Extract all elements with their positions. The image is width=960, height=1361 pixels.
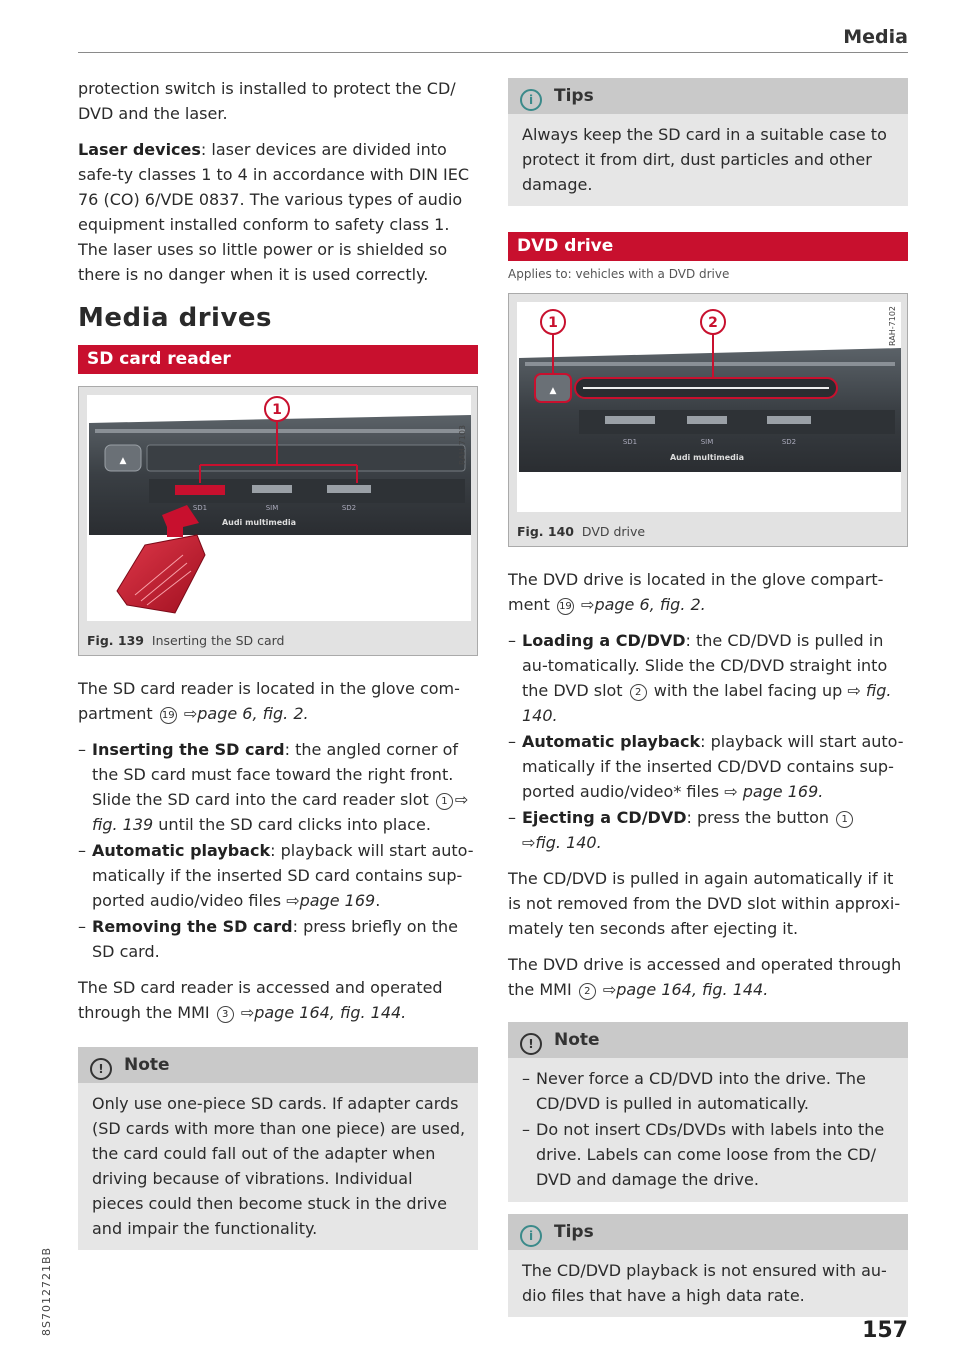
- figure-139-image: [87, 395, 469, 621]
- note-list: [522, 1066, 896, 1192]
- running-header: Media: [843, 26, 908, 48]
- circled-number: 3: [217, 1006, 234, 1023]
- circled-number: 2: [630, 684, 647, 701]
- sd1-slot: [605, 416, 655, 424]
- bullet-title: Automatic playback: [92, 841, 271, 860]
- fig-ref-link[interactable]: fig. 140.: [522, 681, 892, 725]
- bullet-text: until the SD card clicks into place.: [153, 815, 431, 834]
- figure-140-caption-text: DVD drive: [581, 524, 646, 539]
- document-code: 8S7012721BB: [40, 1246, 53, 1336]
- note-box-right: [508, 1022, 908, 1202]
- sim-slot: [252, 485, 292, 493]
- circled-number: 19: [160, 707, 177, 724]
- figure-139-caption: [79, 629, 477, 655]
- figure-139: [78, 386, 478, 656]
- sd-card-reader-title: SD card reader: [78, 345, 478, 374]
- slot-label-sd2: SD2: [781, 438, 797, 446]
- dvd-location-paragraph: The DVD drive is located in the glove compart-ment 19 ⇨page 6, fig. 2.: [508, 570, 884, 614]
- dvd-drive-illustration: [517, 302, 901, 512]
- figure-139-caption-text: Inserting the SD card: [151, 633, 285, 648]
- fig-ref-link[interactable]: fig. 140.: [535, 833, 602, 852]
- dvd-mmi-paragraph: The DVD drive is accessed and operated through the MMI 2 ⇨page 164, fig. 144.: [508, 955, 902, 999]
- info-icon: i: [520, 1225, 542, 1247]
- bullet-title: Ejecting a CD/DVD: [522, 808, 687, 827]
- bullet-text: : playback will start auto-matically if the inserted SD card contains sup-ported audio/video files: [92, 841, 474, 910]
- bullet-text: with the label facing up: [648, 681, 848, 700]
- callout-1-label: 1: [548, 315, 558, 331]
- list-item: – Inserting the SD card: the angled corner of the SD card must face toward the right front. Slide the SD card into the card reader slot 1 ⇨ fig. 139 until the SD card clicks into place.: [78, 737, 478, 837]
- page-number: 157: [862, 1318, 908, 1343]
- bullet-title: Removing the SD card: [92, 917, 293, 936]
- page-ref-link[interactable]: page 164, fig. 144.: [616, 980, 769, 999]
- right-column: [508, 76, 908, 1317]
- info-icon: i: [520, 89, 542, 111]
- note-box-left: [78, 1047, 478, 1250]
- laser-label: Laser devices: [78, 140, 201, 159]
- sd-location-paragraph: The SD card reader is located in the glove com-partment 19 ⇨page 6, fig. 2.: [78, 679, 460, 723]
- tips-box-2: [508, 1214, 908, 1317]
- section-heading: Media drives: [78, 303, 273, 333]
- bullet-title: Loading a CD/DVD: [522, 631, 686, 650]
- page-ref-link[interactable]: page 6, fig. 2.: [594, 595, 706, 614]
- dvd-auto-pull-paragraph: The CD/DVD is pulled in again automatically if it is not removed from the DVD slot within approxi-mately ten seconds after ejecting it.: [508, 869, 901, 938]
- list-item: – Ejecting a CD/DVD: press the button 1 ⇨fig. 140.: [508, 805, 908, 855]
- sd1-slot: [175, 485, 225, 495]
- tips-title: Tips: [554, 1222, 594, 1242]
- page-ref-link[interactable]: page 6, fig. 2.: [197, 704, 309, 723]
- page-ref-link[interactable]: page 164, fig. 144.: [254, 1003, 407, 1022]
- slot-label-sd2: SD2: [341, 504, 357, 512]
- tips-header: [508, 78, 908, 114]
- note-body: [78, 1083, 478, 1250]
- dvd-mmi-text: The DVD drive is accessed and operated through the MMI: [508, 955, 902, 999]
- slot-label-sd1: SD1: [192, 504, 208, 512]
- list-item: – Loading a CD/DVD: the CD/DVD is pulled in au-tomatically. Slide the CD/DVD straight into the DVD slot 2 with the label facing up ⇨ fig. 140.: [508, 628, 908, 728]
- brand-label: Audi multimedia: [669, 453, 745, 462]
- figure-code: RAH-7102: [888, 306, 897, 346]
- sd-location-text: The SD card reader is located in the glove com-partment: [78, 679, 460, 723]
- page-ref-link[interactable]: page 169: [299, 891, 376, 910]
- tips-box-1: [508, 78, 908, 206]
- slot-label-sd1: SD1: [622, 438, 638, 446]
- note-title: Note: [124, 1055, 170, 1075]
- tips-body: [508, 114, 908, 206]
- figure-140: [508, 293, 908, 547]
- laser-text: : laser devices are divided into safe-ty classes 1 to 4 in accordance with DIN IEC 76 (CO) 6/VDE 0837. The various types of audio equipment installed conform to safety class 1. The laser uses so little power or is shielded so there is no danger when it is used correctly.: [78, 140, 469, 284]
- tips-text: The CD/DVD playback is not ensured with au-dio files that have a high data rate.: [522, 1261, 887, 1305]
- bullet-text: : press briefly on the SD card.: [92, 917, 459, 961]
- exclamation-icon: !: [90, 1058, 112, 1080]
- header-rule: [78, 52, 908, 53]
- list-item: – Automatic playback: playback will start auto-matically if the inserted SD card contains sup-ported audio/video files ⇨page 169.: [78, 838, 478, 913]
- fig-ref-link[interactable]: fig. 139: [92, 815, 154, 834]
- dvd-location-text: The DVD drive is located in the glove compart-ment: [508, 570, 884, 614]
- bullet-text: .: [375, 891, 381, 910]
- circled-number: 1: [836, 811, 853, 828]
- list-item: [78, 914, 478, 964]
- figure-140-caption: [509, 520, 907, 546]
- slot-label-sim: SIM: [700, 438, 714, 446]
- list-item: – Do not insert CDs/DVDs with labels into the drive. Labels can come loose from the CD/ DVD and damage the drive.: [522, 1117, 896, 1192]
- tips-body: [508, 1250, 908, 1317]
- list-item: – Never force a CD/DVD into the drive. The CD/DVD is pulled in automatically.: [522, 1066, 896, 1116]
- note-body: [508, 1058, 908, 1202]
- circled-number: 2: [579, 983, 596, 1000]
- bullet-title: Inserting the SD card: [92, 740, 285, 759]
- bullet-text: : the CD/DVD is pulled in au-tomatically. Slide the CD/DVD straight into the DVD slot: [522, 631, 888, 700]
- sd2-slot: [767, 416, 811, 424]
- bullet-title: Automatic playback: [522, 732, 701, 751]
- note-header: [508, 1022, 908, 1058]
- bullet-text: : the angled corner of the SD card must face toward the right front. Slide the SD card into the card reader slot: [92, 740, 459, 809]
- applies-to: Applies to: vehicles with a DVD drive: [508, 267, 730, 281]
- note-header: [78, 1047, 478, 1083]
- bullet-text: : press the button: [686, 808, 835, 827]
- slot-label-sim: SIM: [265, 504, 279, 512]
- figure-140-image: [517, 302, 899, 512]
- note-title: Note: [554, 1030, 600, 1050]
- figure-code: RAH-7103: [458, 425, 467, 465]
- figure-139-label: Fig. 139: [87, 633, 144, 648]
- dvd-drive-title: DVD drive: [508, 232, 908, 261]
- sd2-slot: [327, 485, 371, 493]
- callout-2-label: 2: [708, 315, 718, 331]
- circled-number: 19: [557, 598, 574, 615]
- tips-title: Tips: [554, 86, 594, 106]
- sim-slot: [687, 416, 727, 424]
- note-text: Only use one-piece SD cards. If adapter cards (SD cards with more than one piece) are used, the card could fall out of the adapter when driving because of vibrations. Individual pieces could then become stuck in the drive and impair the functionality.: [92, 1094, 466, 1238]
- circled-number: 1: [436, 793, 453, 810]
- brand-label: Audi multimedia: [221, 518, 297, 527]
- left-column: [78, 76, 478, 1250]
- intro-paragraph: protection switch is installed to protect the CD/ DVD and the laser.: [78, 79, 456, 123]
- callout-1-label: 1: [272, 402, 282, 418]
- sd-bullet-list: [78, 737, 478, 964]
- dvd-bullet-list: [508, 628, 908, 855]
- page-ref-link[interactable]: page 169.: [742, 782, 824, 801]
- list-item: – Automatic playback: playback will start auto-matically if the inserted CD/DVD contains sup-ported audio/video* files ⇨ page 169.: [508, 729, 908, 804]
- svg-text:▲: ▲: [549, 386, 557, 396]
- sd-mmi-paragraph: The SD card reader is accessed and operated through the MMI 3 ⇨page 164, fig. 144.: [78, 978, 443, 1022]
- sd-mmi-text: The SD card reader is accessed and operated through the MMI: [78, 978, 443, 1022]
- tips-text: Always keep the SD card in a suitable case to protect it from dirt, dust particles and other damage.: [522, 125, 887, 194]
- tips-header: [508, 1214, 908, 1250]
- bullet-text: : playback will start auto-matically if the inserted CD/DVD contains sup-ported audio/video* files: [522, 732, 904, 801]
- laser-paragraph: [78, 137, 478, 287]
- sd-card-reader-illustration: [87, 395, 471, 621]
- figure-140-label: Fig. 140: [517, 524, 574, 539]
- exclamation-icon: !: [520, 1033, 542, 1055]
- svg-text:▲: ▲: [119, 456, 127, 466]
